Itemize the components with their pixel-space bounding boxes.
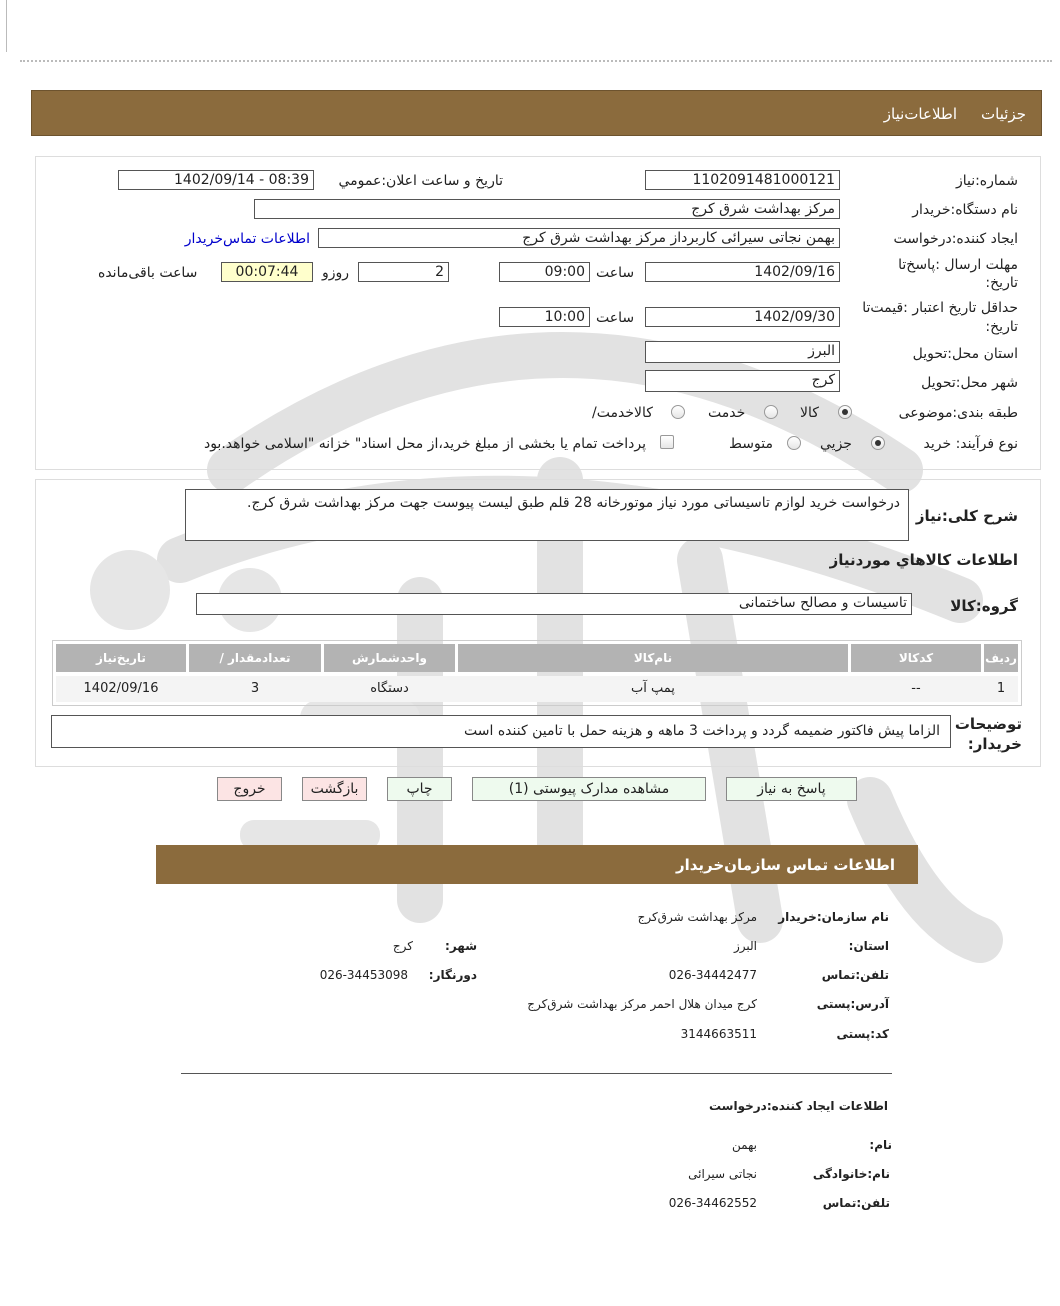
contact-address-label: آدرس:پستی xyxy=(816,997,889,1011)
exit-button[interactable]: خروج xyxy=(217,777,282,801)
contact-postal-label: کد:پستی xyxy=(836,1027,889,1041)
process-minor-label: جزیي xyxy=(820,436,852,452)
summary-label: شرح کلی:نیاز xyxy=(915,507,1018,525)
city-field: کرج xyxy=(645,370,840,392)
buyer-notes-box: الزاما پیش فاکتور ضمیمه گردد و پرداخت 3 ماهه و هزینه حمل با تامین کننده است xyxy=(51,715,951,748)
creator-name-label: :نام xyxy=(869,1138,892,1152)
process-label: نوع فرآیند: خرید xyxy=(923,436,1018,452)
contact-province-value: البرز xyxy=(733,939,757,953)
creator-info-title: اطلاعات ایجاد کننده:درخواست xyxy=(708,1099,888,1113)
validity-time-field: 10:00 xyxy=(499,307,590,327)
contact-fax-value: 026-34453098 xyxy=(319,968,408,982)
category-goods-service-radio[interactable] xyxy=(671,405,685,419)
col-header-qty: / تعدادمقدار xyxy=(189,644,321,672)
view-attachments-button[interactable]: مشاهده مدارک پیوستی (1) xyxy=(472,777,706,801)
need-number-field: 1102091481000121 xyxy=(645,170,840,190)
org-name-label: نام سازمان:خریدار xyxy=(778,910,889,924)
cell-row-number: 1 xyxy=(996,681,1006,696)
summary-box: درخواست خرید لوازم تاسیساتی مورد نیاز موتورخانه 28 قلم طبق لیست پیوست جهت مرکز بهداشت شرق کرج. xyxy=(185,489,909,541)
tab-details[interactable]: جزئیات xyxy=(981,105,1026,123)
col-header-name: نام‌کالا xyxy=(458,644,848,672)
remaining-time-field: 00:07:44 xyxy=(221,262,313,282)
buyer-org-field: مرکز بهداشت شرق کرج xyxy=(254,199,840,219)
creator-family-value: نجاتی سیرائی xyxy=(688,1167,757,1181)
buyer-notes-label-1: توضیحات xyxy=(954,715,1022,733)
process-minor-radio[interactable] xyxy=(871,436,885,450)
contact-city-value: کرج xyxy=(392,939,413,953)
days-field: 2 xyxy=(358,262,449,282)
goods-group-label: گروه:کالا xyxy=(950,597,1018,615)
creator-phone-label: تلفن:تماس xyxy=(822,1196,890,1210)
validity-date-field: 1402/09/30 xyxy=(645,307,840,327)
goods-group-field: تاسیسات و مصالح ساختمانی xyxy=(196,593,912,615)
validity-label-2: :تاریخ xyxy=(985,319,1018,335)
creator-field: بهمن نجاتی سیرائی کاربرداز مرکز بهداشت شرق کرج xyxy=(318,228,840,248)
category-service-radio[interactable] xyxy=(764,405,778,419)
treasury-payment-note: پرداخت تمام یا بخشی از مبلغ خرید،از محل اسناد" خزانه "اسلامی خواهد.بود xyxy=(203,436,646,452)
col-header-code: کدکالا xyxy=(851,644,981,672)
province-label: استان محل:تحویل xyxy=(912,346,1018,362)
need-number-label: شماره:نیاز xyxy=(955,173,1018,189)
col-header-date: تاریخ‌نیاز xyxy=(56,644,186,672)
category-goods-radio[interactable] xyxy=(838,405,852,419)
validity-time-label: ساعت xyxy=(596,310,635,326)
org-name-value: مرکز بهداشت شرق‌کرج xyxy=(637,910,757,924)
col-header-unit: واحدشمارش xyxy=(324,644,455,672)
remaining-label: ساعت باقی‌مانده xyxy=(98,265,198,281)
creator-phone-value: 026-34462552 xyxy=(668,1196,757,1210)
contact-province-label: :استان xyxy=(848,939,889,953)
buyer-notes-label-2: :خریدار xyxy=(967,735,1022,753)
tab-need-info[interactable]: اطلاعات‌نیاز xyxy=(883,105,957,123)
process-medium-radio[interactable] xyxy=(787,436,801,450)
reply-button[interactable]: پاسخ به نیاز xyxy=(726,777,857,801)
deadline-time-field: 09:00 xyxy=(499,262,590,282)
creator-name-value: بهمن xyxy=(732,1138,757,1152)
contact-phone-value: 026-34442477 xyxy=(668,968,757,982)
cell-quantity: 3 xyxy=(250,681,260,696)
city-label: شهر محل:تحویل xyxy=(921,375,1018,391)
contact-postal-value: 3144663511 xyxy=(680,1027,757,1041)
deadline-time-label: ساعت xyxy=(596,265,635,281)
category-goods-label: کالا xyxy=(800,405,819,421)
treasury-payment-checkbox[interactable] xyxy=(660,435,674,449)
print-button[interactable]: چاپ xyxy=(387,777,452,801)
deadline-label-1: مهلت ارسال :پاسخ‌تا xyxy=(898,257,1018,273)
goods-info-title: اطلاعات کالاهاي موردنیاز xyxy=(829,551,1018,569)
process-medium-label: متوسط xyxy=(729,436,773,452)
contact-phone-label: تلفن:تماس xyxy=(821,968,889,982)
cell-unit: دستگاه xyxy=(370,681,409,696)
creator-label: ایجاد کننده:درخواست xyxy=(893,231,1018,247)
category-label: طبقه بندی:موضوعی xyxy=(898,405,1018,421)
announce-label: تاریخ و ساعت اعلان:عمومي xyxy=(338,173,503,189)
days-label: روزو xyxy=(322,265,350,281)
contact-title: اطلاعات تماس سازمان‌خریدار xyxy=(675,856,895,874)
announce-datetime-field: 1402/09/14 - 08:39 xyxy=(118,170,314,190)
cell-need-date: 1402/09/16 xyxy=(83,681,159,696)
cell-item-name: پمپ آب xyxy=(631,681,675,696)
contact-divider xyxy=(181,1073,892,1074)
creator-family-label: نام:خانوادگی xyxy=(812,1167,890,1181)
deadline-date-field: 1402/09/16 xyxy=(645,262,840,282)
contact-address-value: کرج میدان هلال احمر مرکز بهداشت شرق‌کرج xyxy=(527,997,757,1011)
buyer-org-label: نام دستگاه:خریدار xyxy=(912,202,1018,218)
contact-fax-label: :دورنگار xyxy=(428,968,477,982)
back-button[interactable]: بازگشت xyxy=(302,777,367,801)
col-header-row: ردیف xyxy=(984,644,1018,672)
category-goods-service-label: /کالاخدمت xyxy=(592,405,653,421)
province-field: البرز xyxy=(645,341,840,363)
cell-item-code: -- xyxy=(911,681,921,696)
category-service-label: خدمت xyxy=(708,405,746,421)
deadline-label-2: :تاریخ xyxy=(985,275,1018,291)
contact-city-label: :شهر xyxy=(445,939,477,953)
validity-label-1: حداقل تاریخ اعتبار :قیمت‌تا xyxy=(862,300,1018,316)
buyer-contact-link[interactable]: اطلاعات تماس‌خریدار xyxy=(184,231,310,247)
